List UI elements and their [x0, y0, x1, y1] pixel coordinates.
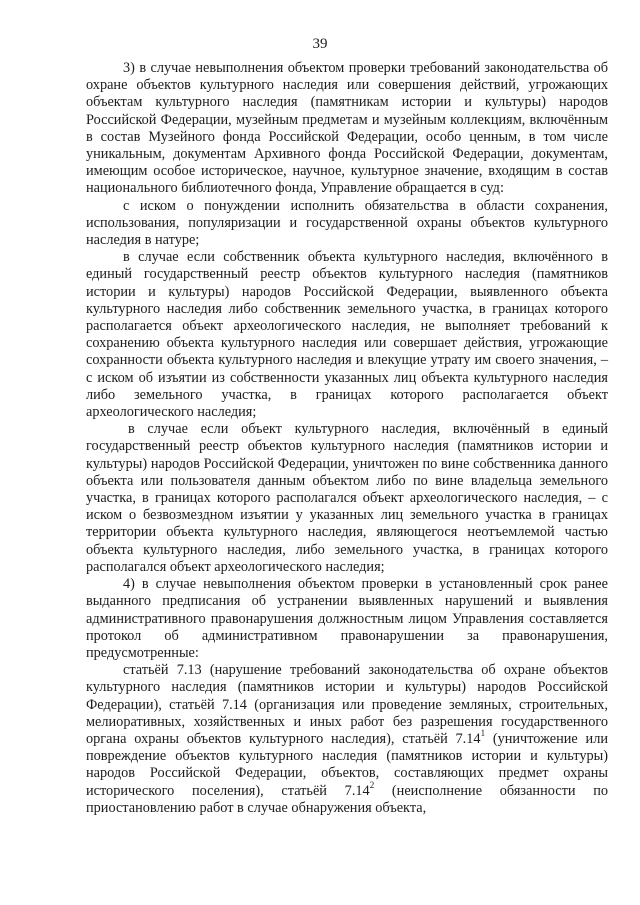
document-body [86, 60, 608, 817]
superscript-1: 1 [480, 728, 486, 739]
paragraph-item-3: 3) в случае невыполнения объектом проверки требований законодательства об охране объектов культурного наследия или совершения действий, угрожающих объектам культурного наследия (памятникам истории и культуры) народов Российской Федерации, музейным предметам и музейным коллекциям, включённым в состав Музейного фонда Российской Федерации, особо ценным, в том числе уникальным, документам Архивного фонда Российской Федерации, документам, имеющим особое историческое, научное, культурное значение, входящим в состав национального библиотечного фонда, Управление обращается в суд: [86, 60, 608, 197]
paragraph-lawsuit-seizure: в случае если собственник объекта культурного наследия, включённого в единый государственный реестр объектов культурного наследия (памятников истории и культуры) народов Российской Федерации, выявленного объекта культурного наследия либо собственник земельного участка, в границах которого располагается объект археологического наследия, не выполняет требований к сохранению объекта культурного наследия или совершает действия, угрожающие сохранности объекта культурного наследия и влекущие утрату им своего значения, – с иском об изъятии из собственности указанных лиц объекта культурного наследия либо земельного участка, в границах которого располагается объект археологического наследия; [86, 249, 608, 421]
articles-text-part2: (уничтожение или повреждение объектов культурного наследия (памятников истории и культуры) народов Российской Федерации, объектов, составляющих предмет охраны исторического поселения), статьёй 7.14 [86, 730, 608, 799]
articles-text-part1: статьёй 7.13 (нарушение требований законодательства об охране объектов культурного наследия (памятников истории и культуры) народов Российской Федерации), статьёй 7.14 (организация или проведение земляных, строительных, мелиоративных, хозяйственных и иных работ без разрешения государственного органа охраны объектов культурного наследия), статьёй 7.14 [86, 662, 608, 747]
paragraph-articles [86, 662, 608, 817]
paragraph-lawsuit-obligations: с иском о понуждении исполнить обязательства в области сохранения, использования, популяризации и государственной охраны объектов культурного наследия в натуре; [86, 197, 608, 249]
page-number: 39 [312, 36, 328, 52]
paragraph-lawsuit-destroyed: в случае если объект культурного наследия, включённый в единый государственный реестр объектов культурного наследия (памятников истории и культуры) народов Российской Федерации, уничтожен по вине собственника данного объекта или пользователя данным объектом либо по вине владельца земельного участка, в границах которого располагался объект археологического наследия, – с иском о безвозмездном изъятии у указанных лиц земельного участка в границах территории объекта культурного наследия, являющегося неотъемлемой частью объекта культурного наследия, либо земельного участка, в границах которого располагался объект археологического наследия; [86, 421, 608, 575]
paragraph-item-4: 4) в случае невыполнения объектом проверки в установленный срок ранее выданного предписания об устранении выявленных нарушений и выявления административного правонарушения должностным лицом Управления составляется протокол об административном правонарушении за правонарушения, предусмотренные: [86, 576, 608, 661]
superscript-2: 2 [369, 779, 375, 790]
articles-text-part3: (неисполнение обязанности по приостановлению работ в случае обнаружения объекта, [86, 782, 608, 816]
